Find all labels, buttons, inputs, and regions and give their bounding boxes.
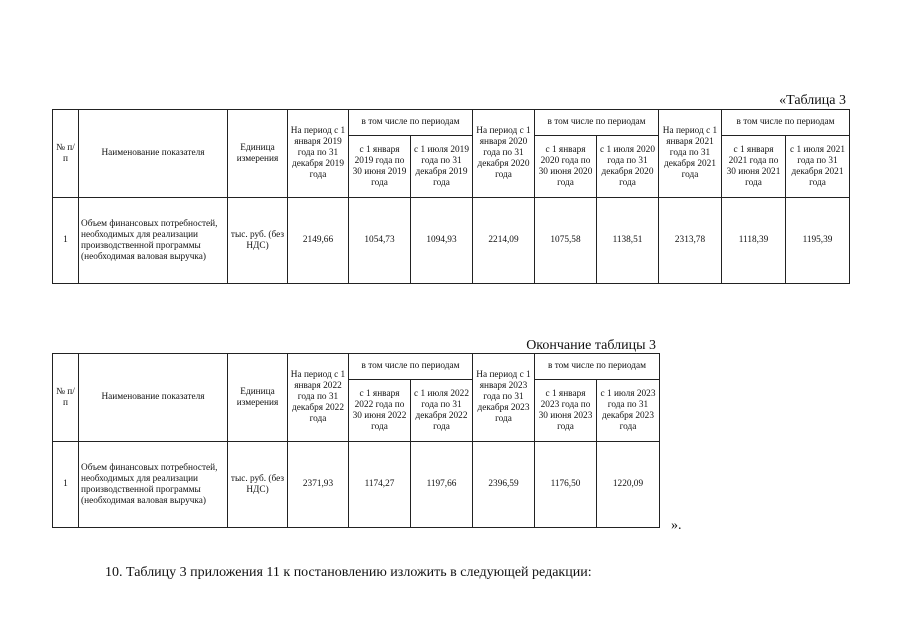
header-period-2023: На период с 1 января 2023 года по 31 декабря 2023 года: [473, 354, 535, 442]
header-in-periods-2022: в том числе по периодам: [349, 354, 473, 380]
header-2020-h1: с 1 января 2020 года по 30 июня 2020 года: [535, 136, 597, 198]
table-3-end: [52, 353, 660, 528]
header-2022-h1: с 1 января 2022 года по 30 июня 2022 года: [349, 380, 411, 442]
value-2023: 2396,59: [473, 442, 535, 528]
header-name: Наименование показателя: [79, 110, 228, 198]
value-2020-h1: 1075,58: [535, 198, 597, 284]
value-2019-h1: 1054,73: [349, 198, 411, 284]
header-in-periods-2019: в том числе по периодам: [349, 110, 473, 136]
header-period-2020: На период с 1 января 2020 года по 31 декабря 2020 года: [473, 110, 535, 198]
header-2023-h1: с 1 января 2023 года по 30 июня 2023 года: [535, 380, 597, 442]
value-2021-h1: 1118,39: [722, 198, 786, 284]
header-period-2022: На период с 1 января 2022 года по 31 декабря 2022 года: [288, 354, 349, 442]
value-2019: 2149,66: [288, 198, 349, 284]
table-row: [53, 442, 660, 528]
header-2019-h2: с 1 июля 2019 года по 31 декабря 2019 года: [411, 136, 473, 198]
header-in-periods-2020: в том числе по периодам: [535, 110, 659, 136]
value-2021: 2313,78: [659, 198, 722, 284]
value-2019-h2: 1094,93: [411, 198, 473, 284]
header-unit: Единица измерения: [228, 354, 288, 442]
value-2022: 2371,93: [288, 442, 349, 528]
closing-quote: ».: [671, 518, 682, 533]
table-3-title: «Таблица 3: [779, 93, 846, 108]
header-2021-h1: с 1 января 2021 года по 30 июня 2021 года: [722, 136, 786, 198]
header-num: № п/п: [53, 110, 79, 198]
row-name: Объем финансовых потребностей, необходимых для реализации производственной программы (необходимая валовая выручка): [79, 442, 228, 528]
row-name: Объем финансовых потребностей, необходимых для реализации производственной программы (необходимая валовая выручка): [79, 198, 228, 284]
header-in-periods-2023: в том числе по периодам: [535, 354, 660, 380]
value-2023-h1: 1176,50: [535, 442, 597, 528]
header-unit: Единица измерения: [228, 110, 288, 198]
row-unit: тыс. руб. (без НДС): [228, 442, 288, 528]
header-2022-h2: с 1 июля 2022 года по 31 декабря 2022 года: [411, 380, 473, 442]
table-row: [53, 198, 850, 284]
value-2020: 2214,09: [473, 198, 535, 284]
table-3: [52, 109, 850, 284]
value-2022-h1: 1174,27: [349, 442, 411, 528]
table-3-end-title: Окончание таблицы 3: [526, 338, 656, 353]
value-2023-h2: 1220,09: [597, 442, 660, 528]
header-in-periods-2021: в том числе по периодам: [722, 110, 850, 136]
header-2019-h1: с 1 января 2019 года по 30 июня 2019 года: [349, 136, 411, 198]
row-unit: тыс. руб. (без НДС): [228, 198, 288, 284]
header-2020-h2: с 1 июля 2020 года по 31 декабря 2020 года: [597, 136, 659, 198]
header-name: Наименование показателя: [79, 354, 228, 442]
value-2021-h2: 1195,39: [786, 198, 850, 284]
header-2023-h2: с 1 июля 2023 года по 31 декабря 2023 года: [597, 380, 660, 442]
amendment-paragraph: 10. Таблицу 3 приложения 11 к постановлению изложить в следующей редакции:: [105, 565, 592, 580]
value-2022-h2: 1197,66: [411, 442, 473, 528]
row-num: 1: [53, 442, 79, 528]
header-num: № п/п: [53, 354, 79, 442]
header-2021-h2: с 1 июля 2021 года по 31 декабря 2021 года: [786, 136, 850, 198]
header-period-2019: На период с 1 января 2019 года по 31 декабря 2019 года: [288, 110, 349, 198]
value-2020-h2: 1138,51: [597, 198, 659, 284]
row-num: 1: [53, 198, 79, 284]
header-period-2021: На период с 1 января 2021 года по 31 декабря 2021 года: [659, 110, 722, 198]
